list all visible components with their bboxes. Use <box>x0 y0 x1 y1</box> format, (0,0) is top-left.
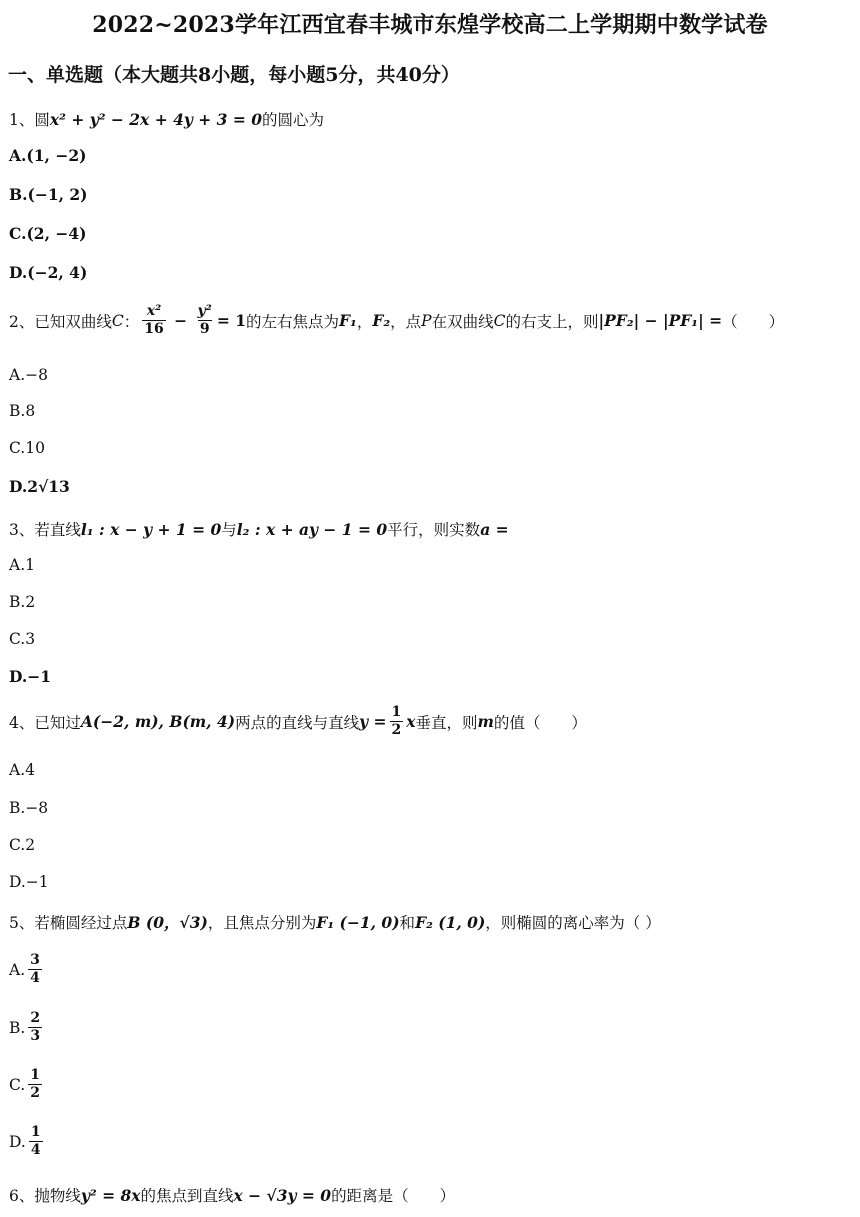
option-c[interactable]: C.2 <box>9 836 36 854</box>
fraction-denominator: 16 <box>144 321 164 337</box>
option-c[interactable]: C.3 <box>9 630 36 648</box>
option-a[interactable]: A.1 <box>9 556 35 574</box>
question-text: ，且焦点分别为 <box>207 914 317 932</box>
math-expression: l₁ : x − y + 1 = 0 <box>80 519 222 539</box>
question-text: 垂直，则 <box>415 713 478 732</box>
question-1 <box>9 108 324 130</box>
option-d[interactable]: D.(−2, 4) <box>9 263 88 282</box>
math-var: P <box>421 311 432 330</box>
math-expression: F₂ (1, 0) <box>415 912 486 932</box>
page-title: 2022~2023学年江西宜春丰城市东煌学校高二上学期期中数学试卷 <box>92 12 768 38</box>
question-text: ，则椭圆的离心率为（ ） <box>485 914 661 932</box>
option-a[interactable]: A.(1, −2) <box>9 146 87 165</box>
fraction-numerator: 2 <box>30 1010 41 1026</box>
question-text: 的值（ ） <box>493 713 587 732</box>
question-number: 6、 <box>9 1187 35 1205</box>
question-text: 两点的直线与直线 <box>235 713 360 732</box>
math-expression: l₂ : x + ay − 1 = 0 <box>236 519 388 539</box>
option-label: C. <box>9 1075 26 1094</box>
question-text: 圆 <box>34 111 50 129</box>
math-expression: A(−2, m), B(m, 4) <box>80 712 236 731</box>
question-6 <box>9 1184 455 1206</box>
option-d[interactable]: D.−1 <box>9 667 52 686</box>
math-expression: B (0，√3) <box>127 913 208 932</box>
fraction <box>390 704 404 739</box>
fraction-denominator: 4 <box>30 1142 41 1158</box>
question-text: 与 <box>221 521 237 539</box>
question-text: 平行，则实数 <box>387 521 481 539</box>
question-text: 已知过 <box>34 713 81 732</box>
question-2: 2、 已知双曲线 C ： $\frac{\text{x²}}{16}$ − $\frac{\text{y²}}{9}$ = 1 的左右焦点为 F₁ ， F₂ ，点 P 在双曲线 C 的右支上，则 |PF₂| − |PF₁| = （ ） <box>9 303 785 337</box>
option-b[interactable]: B.−8 <box>9 799 49 817</box>
question-number: 3、 <box>9 521 35 539</box>
math-expression: = 1 <box>216 311 246 330</box>
fraction-numerator: y² <box>197 303 212 319</box>
option-label: B. <box>9 1018 26 1037</box>
fraction <box>28 1010 42 1045</box>
option-c[interactable] <box>9 1067 45 1102</box>
fraction <box>142 303 165 338</box>
math-var: a = <box>480 519 509 539</box>
math-expression: y² = 8x <box>80 1185 141 1205</box>
option-b[interactable]: B.8 <box>9 402 36 420</box>
question-text: 的焦点到直线 <box>140 1187 234 1205</box>
math-expression: F₁ (−1, 0) <box>316 912 400 932</box>
math-var: x <box>406 712 416 731</box>
question-text: 抛物线 <box>34 1187 81 1205</box>
fraction <box>28 1067 42 1102</box>
question-text: 的圆心为 <box>262 111 325 129</box>
question-number: 4、 <box>9 713 35 732</box>
option-c[interactable]: C.10 <box>9 439 45 457</box>
fraction <box>196 303 214 338</box>
option-d[interactable] <box>9 1124 46 1159</box>
option-label: D. <box>9 1132 26 1151</box>
option-a[interactable]: A.4 <box>9 761 35 779</box>
fraction-numerator: 1 <box>391 704 402 720</box>
math-expression: y = <box>359 712 387 731</box>
option-b[interactable] <box>9 1010 45 1045</box>
question-text: ： <box>123 312 140 331</box>
fraction-denominator: 2 <box>391 722 402 738</box>
fraction-denominator: 9 <box>199 321 210 337</box>
math-var: C <box>493 311 506 330</box>
question-text: ，点 <box>390 312 422 331</box>
question-text: 的距离是（ ） <box>331 1187 456 1205</box>
fraction-numerator: 3 <box>30 952 40 968</box>
math-expression: |PF₂| − |PF₁| = <box>598 311 723 330</box>
option-a[interactable]: A.−8 <box>9 366 48 384</box>
fraction <box>29 1124 43 1159</box>
question-4 <box>9 704 587 739</box>
option-b[interactable]: B.(−1, 2) <box>9 185 88 204</box>
question-5 <box>9 911 661 933</box>
math-expression: x − √3y = 0 <box>233 1185 332 1205</box>
question-number: 1、 <box>9 111 35 129</box>
question-text: 和 <box>399 914 416 932</box>
fraction-denominator: 2 <box>30 1085 40 1101</box>
question-number: 2、 <box>9 312 35 331</box>
math-var: F₂ <box>372 311 391 330</box>
fraction-denominator: 3 <box>30 1028 41 1044</box>
fraction <box>28 952 42 987</box>
fraction-numerator: 1 <box>30 1067 40 1083</box>
question-text: ， <box>356 312 373 331</box>
option-a[interactable] <box>9 952 45 987</box>
option-d[interactable]: D.−1 <box>9 873 49 891</box>
option-label: A. <box>9 960 26 979</box>
fraction-numerator: x² <box>146 303 162 319</box>
option-d[interactable]: D.2√13 <box>9 477 70 496</box>
math-var: C <box>111 311 124 330</box>
fraction-denominator: 4 <box>30 970 40 986</box>
question-3 <box>9 518 509 540</box>
option-c[interactable]: C.(2, −4) <box>9 224 87 243</box>
question-text: 在双曲线 <box>431 312 494 331</box>
math-var: m <box>477 712 494 731</box>
question-text: 的右支上，则 <box>505 312 599 331</box>
section-heading: 一、单选题（本大题共8小题，每小题5分，共40分） <box>8 64 460 86</box>
question-text: 若椭圆经过点 <box>34 914 128 932</box>
answer-parentheses: （ ） <box>722 312 785 331</box>
math-expression: x² + y² − 2x + 4y + 3 = 0 <box>49 109 263 129</box>
question-text: 的左右焦点为 <box>246 312 340 331</box>
question-number: 5、 <box>9 914 35 932</box>
math-var: F₁ <box>339 311 357 330</box>
option-b[interactable]: B.2 <box>9 593 36 611</box>
question-text: 已知双曲线 <box>34 312 112 331</box>
question-text: 若直线 <box>34 521 81 539</box>
fraction-numerator: 1 <box>30 1124 41 1140</box>
